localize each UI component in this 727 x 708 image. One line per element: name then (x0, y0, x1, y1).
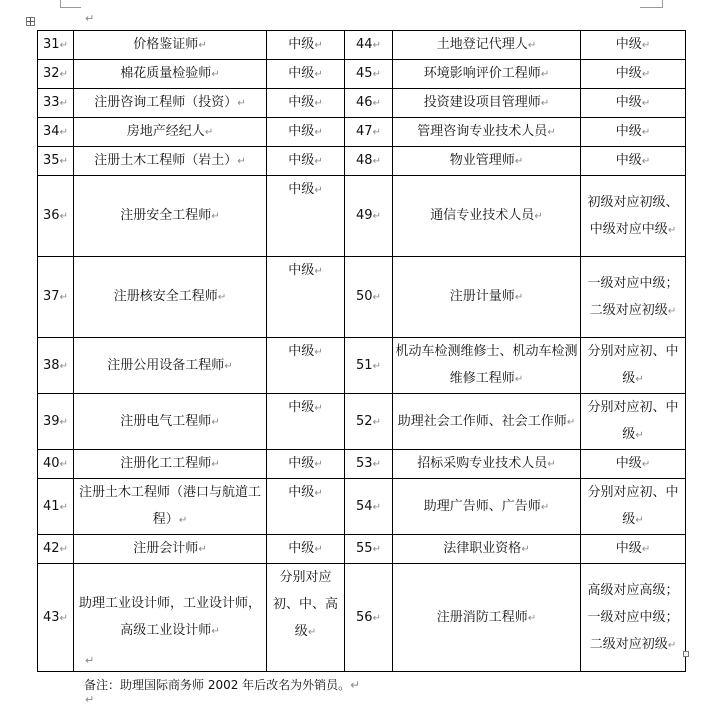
qualification-name: 通信专业技术人员 (430, 208, 535, 223)
qualification-level-cell (581, 89, 686, 118)
cell-end-mark: ↵ (59, 98, 68, 109)
qualification-level-cell (581, 31, 686, 60)
item-number-cell (345, 535, 393, 564)
qualification-level: 中级 (288, 95, 315, 110)
item-number: 42 (43, 541, 60, 556)
cell-end-mark: ↵ (237, 156, 246, 167)
qualification-name-cell (393, 479, 581, 535)
qualification-level-cell (267, 118, 345, 147)
item-number-cell (38, 257, 74, 338)
cell-end-mark: ↵ (534, 211, 543, 222)
qualification-level: 中级 (288, 153, 315, 168)
cell-end-mark: ↵ (372, 211, 381, 222)
qualification-level-cell (267, 176, 345, 257)
cell-end-mark: ↵ (641, 127, 651, 138)
item-number-cell (345, 394, 393, 450)
table-row (38, 450, 686, 479)
cell-end-mark: ↵ (540, 501, 550, 513)
qualification-name-cell (393, 31, 581, 60)
cell-end-mark: ↵ (372, 459, 381, 470)
qualification-name-cell (393, 535, 581, 564)
item-number-cell (345, 257, 393, 338)
qualification-name: 助理工业设计师，工业设计师，高级工业设计师 (78, 596, 261, 638)
item-number: 51 (356, 357, 373, 373)
qualification-name-cell (74, 338, 267, 394)
qualification-name-cell (74, 118, 267, 147)
table-row (38, 257, 686, 338)
qualification-name-cell (393, 338, 581, 394)
qualification-name-cell (393, 89, 581, 118)
qualification-level-cell (581, 394, 686, 450)
qualification-level-cell (267, 450, 345, 479)
cell-end-mark: ↵ (314, 127, 323, 138)
item-number: 32 (43, 66, 60, 81)
cell-end-mark: ↵ (514, 292, 524, 303)
item-number-cell (38, 176, 74, 257)
qualification-level-cell (267, 338, 345, 394)
qualification-level: 中级 (288, 344, 315, 359)
cell-end-mark: ↵ (314, 40, 323, 51)
item-number: 41 (43, 498, 60, 514)
qualification-level: 分别对应初、中级 (587, 344, 679, 386)
qualification-level: 中级 (288, 456, 315, 471)
item-number-cell (345, 118, 393, 147)
cell-end-mark: ↵ (204, 127, 214, 138)
item-number: 56 (356, 609, 373, 625)
qualification-name-cell (74, 60, 267, 89)
qualification-level-cell (267, 60, 345, 89)
cell-end-mark: ↵ (641, 40, 651, 51)
item-number: 40 (43, 456, 60, 471)
qualification-level-cell (581, 257, 686, 338)
qualification-level: 中级 (615, 95, 642, 110)
cell-end-mark: ↵ (372, 416, 381, 428)
cell-end-mark: ↵ (217, 292, 227, 303)
qualification-name: 注册计量师 (449, 289, 515, 304)
qualification-level-cell (581, 450, 686, 479)
qualification-level: 中级 (615, 124, 642, 139)
item-number: 47 (356, 124, 373, 139)
qualification-level-cell (581, 147, 686, 176)
cell-end-mark: ↵ (59, 156, 68, 167)
cell-end-mark: ↵ (540, 69, 550, 80)
cell-end-mark: ↵ (372, 501, 381, 513)
item-number-cell (38, 535, 74, 564)
cell-end-mark: ↵ (527, 40, 537, 51)
cell-end-mark: ↵ (314, 459, 323, 470)
cell-end-mark: ↵ (314, 403, 323, 414)
cell-end-mark: ↵ (59, 360, 68, 372)
qualification-level-cell (267, 394, 345, 450)
item-number: 31 (43, 37, 60, 52)
qualification-name: 注册公用设备工程师 (107, 357, 225, 373)
qualification-name-cell (74, 535, 267, 564)
cell-end-mark: ↵ (641, 544, 651, 555)
qualification-name-cell (393, 60, 581, 89)
item-number: 36 (43, 208, 60, 223)
cell-end-mark: ↵ (59, 459, 68, 470)
cell-end-mark: ↵ (372, 612, 381, 624)
qualification-name-cell (74, 394, 267, 450)
cell-end-mark: ↵ (59, 501, 68, 513)
item-number-cell (38, 394, 74, 450)
qualification-name-cell (74, 31, 267, 60)
cell-end-mark: ↵ (372, 360, 381, 372)
qualification-level: 中级 (288, 485, 315, 500)
table-row (38, 89, 686, 118)
cell-end-mark: ↵ (224, 360, 233, 372)
cell-end-mark: ↵ (641, 69, 651, 80)
item-number: 33 (43, 95, 60, 110)
item-number-cell (38, 147, 74, 176)
table-move-handle-icon[interactable] (26, 17, 35, 26)
cell-end-mark: ↵ (372, 98, 381, 109)
cell-end-mark: ↵ (211, 69, 220, 80)
qualification-level-cell (267, 257, 345, 338)
cell-end-mark: ↵ (514, 156, 524, 167)
cell-end-mark: ↵ (641, 156, 651, 167)
table-resize-handle-icon[interactable] (683, 651, 689, 657)
cell-end-mark: ↵ (547, 459, 556, 470)
qualification-level-cell (581, 176, 686, 257)
qualification-name-cell (393, 564, 581, 672)
qualification-level-cell (267, 479, 345, 535)
qualification-level: 一级对应中级；二级对应初级 (587, 275, 679, 318)
item-number-cell (345, 176, 393, 257)
item-number-cell (38, 338, 74, 394)
qualification-level: 中级 (615, 37, 642, 52)
qualification-name: 助理社会工作师、社会工作师 (397, 413, 567, 429)
table-row (38, 535, 686, 564)
cell-end-mark: ↵ (540, 98, 550, 109)
qualification-table (37, 30, 686, 672)
item-number: 49 (356, 208, 373, 223)
cell-end-mark: ↵ (521, 544, 530, 555)
qualification-name-cell (74, 450, 267, 479)
item-number-cell (38, 60, 74, 89)
qualification-level: 中级 (288, 182, 315, 197)
cell-end-mark: ↵ (178, 515, 188, 526)
qualification-name: 机动车检测维修士、机动车检测维修工程师 (395, 344, 578, 386)
cell-end-mark: ↵ (59, 292, 68, 303)
paragraph-mark: ↵ (85, 693, 95, 706)
qualification-level-cell (267, 535, 345, 564)
cell-end-mark: ↵ (237, 98, 246, 109)
cell-end-mark: ↵ (635, 430, 644, 441)
qualification-level-cell (581, 338, 686, 394)
cell-end-mark: ↵ (641, 98, 651, 109)
qualification-name: 房地产经纪人 (126, 124, 205, 139)
cell-end-mark: ↵ (211, 459, 220, 470)
table-row (38, 338, 686, 394)
qualification-name-cell (74, 257, 267, 338)
cell-end-mark: ↵ (59, 211, 68, 222)
qualification-name: 投资建设项目管理师 (423, 95, 541, 110)
item-number: 37 (43, 289, 60, 304)
qualification-name: 注册咨询工程师（投资） (94, 95, 238, 110)
cell-end-mark: ↵ (641, 459, 651, 470)
cell-end-mark: ↵ (314, 266, 323, 277)
item-number-cell (38, 479, 74, 535)
qualification-name: 注册土木工程师（岩土） (94, 153, 238, 168)
crop-mark-right (640, 0, 663, 8)
item-number: 55 (356, 541, 373, 556)
cell-end-mark: ↵ (372, 156, 381, 167)
cell-end-mark: ↵ (198, 40, 207, 51)
qualification-level: 中级 (615, 66, 642, 81)
qualification-name: 注册土木工程师（港口与航道工程） (78, 485, 261, 527)
qualification-level-cell (267, 89, 345, 118)
qualification-name: 土地登记代理人 (436, 37, 528, 52)
item-number-cell (38, 89, 74, 118)
qualification-name-cell (393, 176, 581, 257)
cell-end-mark: ↵ (635, 374, 644, 385)
item-number-cell (345, 147, 393, 176)
item-number-cell (345, 338, 393, 394)
cell-end-mark: ↵ (372, 544, 381, 555)
qualification-level: 中级 (288, 541, 315, 556)
cell-end-mark: ↵ (314, 544, 323, 555)
paragraph-mark: ↵ (85, 12, 95, 25)
qualification-level: 中级 (288, 263, 315, 278)
table-row (38, 31, 686, 60)
item-number-cell (345, 60, 393, 89)
cell-end-mark: ↵ (198, 544, 207, 555)
qualification-name-cell (393, 118, 581, 147)
cell-end-mark: ↵ (59, 544, 68, 555)
cell-end-mark: ↵ (527, 612, 537, 624)
table-row (38, 176, 686, 257)
cell-end-mark: ↵ (59, 612, 68, 624)
qualification-name: 招标采购专业技术人员 (417, 456, 548, 471)
footnote (84, 676, 360, 693)
item-number: 35 (43, 153, 60, 168)
crop-mark-left (60, 0, 81, 8)
qualification-level-cell (581, 535, 686, 564)
qualification-name: 物业管理师 (449, 153, 515, 168)
table-row (38, 479, 686, 535)
item-number: 39 (43, 413, 60, 429)
item-number-cell (38, 31, 74, 60)
item-number-cell (345, 479, 393, 535)
qualification-level: 分别对应初、中级 (587, 400, 679, 442)
table-row (38, 147, 686, 176)
cell-end-mark: ↵ (59, 127, 68, 138)
paragraph-mark: ↵ (350, 678, 361, 692)
qualification-level: 中级 (288, 37, 315, 52)
cell-end-mark: ↵ (307, 627, 317, 638)
qualification-level-cell (581, 118, 686, 147)
footnote-text: 备注：助理国际商务师 2002 年后改名为外销员。 (84, 678, 351, 692)
qualification-name: 价格鉴证师 (133, 37, 199, 52)
item-number: 48 (356, 153, 373, 168)
qualification-name: 环境影响评价工程师 (423, 66, 541, 81)
qualification-name: 注册会计师 (133, 541, 199, 556)
cell-end-mark: ↵ (635, 515, 644, 526)
cell-end-mark: ↵ (566, 416, 576, 428)
qualification-level-cell (581, 60, 686, 89)
qualification-level: 初级对应初级、中级对应中级 (587, 194, 679, 237)
qualification-name-cell (393, 394, 581, 450)
cell-end-mark: ↵ (372, 127, 381, 138)
qualification-level-cell (267, 564, 345, 672)
paragraph-mark: ↵ (85, 654, 95, 667)
cell-end-mark: ↵ (59, 40, 68, 51)
item-number: 46 (356, 95, 373, 110)
qualification-name-cell (393, 450, 581, 479)
qualification-level-cell (581, 479, 686, 535)
cell-end-mark: ↵ (314, 156, 323, 167)
item-number-cell (38, 564, 74, 672)
item-number: 38 (43, 357, 60, 373)
qualification-level: 中级 (288, 66, 315, 81)
qualification-name: 助理广告师、广告师 (423, 498, 541, 514)
item-number: 43 (43, 609, 60, 625)
qualification-name: 注册消防工程师 (436, 609, 528, 625)
item-number-cell (38, 118, 74, 147)
cell-end-mark: ↵ (667, 639, 677, 651)
qualification-level-cell (581, 564, 686, 672)
cell-end-mark: ↵ (211, 626, 220, 637)
table-row (38, 60, 686, 89)
qualification-name-cell (393, 257, 581, 338)
item-number: 50 (356, 289, 373, 304)
cell-end-mark: ↵ (372, 292, 381, 303)
item-number: 34 (43, 124, 60, 139)
cell-end-mark: ↵ (514, 374, 524, 385)
qualification-level-cell (267, 31, 345, 60)
qualification-name: 法律职业资格 (443, 541, 522, 556)
item-number-cell (345, 89, 393, 118)
item-number-cell (345, 450, 393, 479)
cell-end-mark: ↵ (314, 347, 323, 358)
qualification-name-cell (74, 89, 267, 118)
qualification-name: 管理咨询专业技术人员 (417, 124, 548, 139)
item-number-cell (38, 450, 74, 479)
cell-end-mark: ↵ (372, 69, 381, 80)
qualification-level: 中级 (615, 153, 642, 168)
cell-end-mark: ↵ (59, 69, 68, 80)
item-number-cell (345, 564, 393, 672)
cell-end-mark: ↵ (667, 224, 677, 236)
qualification-level: 高级对应高级；一级对应中级；二级对应初级 (587, 582, 679, 652)
table-row (38, 118, 686, 147)
qualification-level: 中级 (615, 541, 642, 556)
cell-end-mark: ↵ (211, 211, 220, 222)
item-number: 44 (356, 37, 373, 52)
qualification-name: 棉花质量检验师 (120, 66, 212, 81)
qualification-name: 注册安全工程师 (120, 208, 212, 223)
item-number-cell (345, 31, 393, 60)
qualification-name: 注册化工工程师 (120, 456, 212, 471)
item-number: 52 (356, 413, 373, 429)
qualification-level-cell (267, 147, 345, 176)
qualification-name-cell (74, 564, 267, 672)
qualification-name-cell (74, 176, 267, 257)
qualification-name-cell (393, 147, 581, 176)
qualification-name: 注册核安全工程师 (113, 289, 218, 304)
qualification-level: 分别对应初、中级 (587, 485, 679, 527)
qualification-level: 分别对应初、中、高级 (272, 570, 338, 639)
item-number: 45 (356, 66, 373, 81)
cell-end-mark: ↵ (667, 305, 677, 317)
qualification-level: 中级 (615, 456, 642, 471)
qualification-name-cell (74, 479, 267, 535)
qualification-level: 中级 (288, 124, 315, 139)
cell-end-mark: ↵ (314, 69, 323, 80)
cell-end-mark: ↵ (372, 40, 381, 51)
table-row (38, 394, 686, 450)
cell-end-mark: ↵ (59, 416, 68, 428)
cell-end-mark: ↵ (314, 98, 323, 109)
cell-end-mark: ↵ (314, 488, 323, 499)
cell-end-mark: ↵ (547, 127, 556, 138)
qualification-name: 注册电气工程师 (120, 413, 212, 429)
qualification-level: 中级 (288, 400, 315, 415)
table-row (38, 564, 686, 672)
cell-end-mark: ↵ (211, 416, 220, 428)
item-number: 54 (356, 498, 373, 514)
item-number: 53 (356, 456, 373, 471)
cell-end-mark: ↵ (314, 185, 323, 196)
qualification-name-cell (74, 147, 267, 176)
